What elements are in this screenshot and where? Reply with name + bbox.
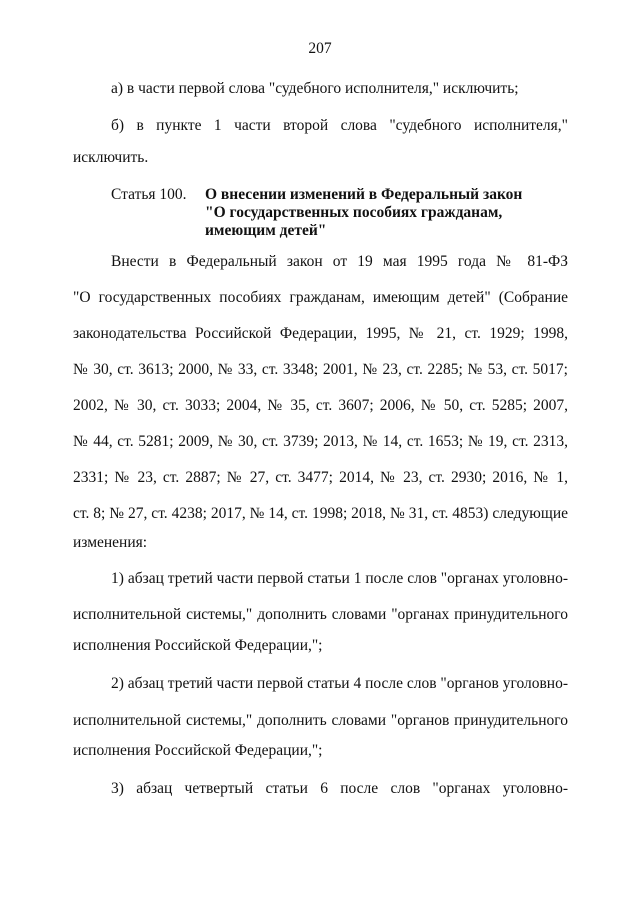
item-2-line-3: исполнения Российской Федерации,";	[73, 742, 323, 759]
article-label: Статья 100.	[111, 186, 187, 203]
paragraph-a: а) в части первой слова "судебного исполнителя," исключить;	[111, 80, 519, 97]
body-line-9: изменения:	[73, 534, 148, 551]
page-number: 207	[308, 40, 332, 57]
item-1-line-2: исполнительной системы," дополнить словами "органах принудительного	[73, 606, 568, 623]
item-3-line-1: 3) абзац четвертый статьи 6 после слов "органах уголовно-	[111, 780, 568, 797]
article-title	[205, 186, 535, 240]
article-title-line-1: О внесении изменений в Федеральный закон	[205, 186, 523, 203]
item-1-line-1: 1) абзац третий части первой статьи 1 после слов "органах уголовно-	[111, 570, 568, 587]
paragraph-b-line-1: б) в пункте 1 части второй слова "судебного исполнителя,"	[111, 117, 568, 134]
item-2-line-1: 2) абзац третий части первой статьи 4 после слов "органов уголовно-	[111, 675, 569, 692]
paragraph-b-line-2: исключить.	[73, 149, 149, 166]
body-line-6: № 44, ст. 5281; 2009, № 30, ст. 3739; 2013, № 14, ст. 1653; № 19, ст. 2313,	[73, 433, 568, 450]
item-2-line-2: исполнительной системы," дополнить словами "органов принудительного	[73, 712, 568, 729]
body-line-3: законодательства Российской Федерации, 1995, № 21, ст. 1929; 1998,	[73, 325, 568, 342]
article-title-line-2: "О государственных пособиях гражданам,	[205, 204, 503, 221]
item-1-line-3: исполнения Российской Федерации,";	[73, 637, 323, 654]
body-line-1: Внести в Федеральный закон от 19 мая 1995 года № 81-ФЗ	[111, 253, 568, 270]
body-line-4: № 30, ст. 3613; 2000, № 33, ст. 3348; 2001, № 23, ст. 2285; № 53, ст. 5017;	[73, 361, 568, 378]
body-line-7: 2331; № 23, ст. 2887; № 27, ст. 3477; 2014, № 23, ст. 2930; 2016, № 1,	[73, 469, 568, 486]
body-line-5: 2002, № 30, ст. 3033; 2004, № 35, ст. 3607; 2006, № 50, ст. 5285; 2007,	[73, 397, 568, 414]
body-line-8: ст. 8; № 27, ст. 4238; 2017, № 14, ст. 1998; 2018, № 31, ст. 4853) следующие	[73, 505, 568, 522]
article-title-line-3: имеющим детей"	[205, 222, 327, 239]
body-line-2: "О государственных пособиях гражданам, имеющим детей" (Собрание	[73, 289, 568, 306]
